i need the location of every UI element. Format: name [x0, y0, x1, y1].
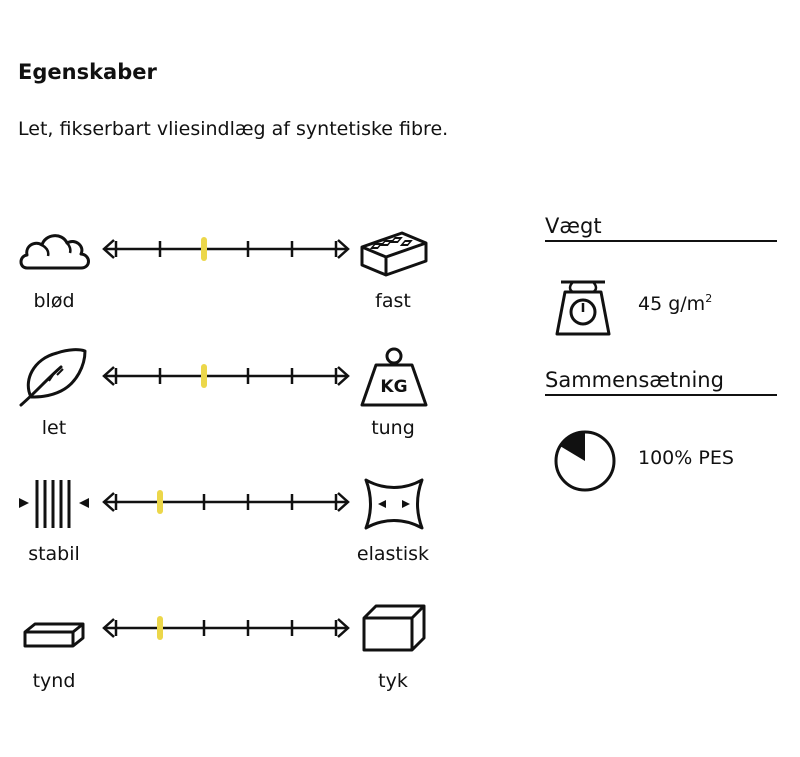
- label-stable: stabil: [28, 543, 80, 565]
- label-heavy: tung: [371, 417, 415, 439]
- scale-bar-soft-firm: [100, 234, 352, 264]
- pie-icon: [551, 427, 619, 495]
- scale-bar-light-heavy: [100, 361, 352, 391]
- label-firm: fast: [375, 290, 411, 312]
- scale-bar-thin-thick: [100, 613, 352, 643]
- label-elastic: elastisk: [356, 543, 430, 565]
- label-light: let: [41, 417, 67, 439]
- label-thick: tyk: [378, 670, 408, 692]
- label-thin: tynd: [32, 670, 76, 692]
- weight-heading: Vægt: [545, 214, 777, 242]
- scale-bar-stable-elastic: [100, 487, 352, 517]
- kg-weight-icon: [358, 345, 430, 409]
- stable-fabric-icon: [17, 476, 91, 532]
- feather-icon: [17, 345, 91, 409]
- svg-text:KG: KG: [380, 377, 408, 397]
- scale-icon: [551, 276, 615, 340]
- composition-heading: Sammensætning: [545, 368, 777, 396]
- elastic-fabric-icon: [362, 476, 426, 532]
- weight-value: 45 $g/m^2$: [638, 292, 713, 315]
- thin-block-icon: [21, 618, 87, 650]
- section-title: Egenskaber: [18, 60, 157, 84]
- label-soft: blød: [33, 290, 75, 312]
- brick-icon: [358, 225, 430, 277]
- description-text: Let, fikserbart vliesindlæg af syntetiske fibre.: [18, 118, 449, 140]
- composition-value: 100% PES: [638, 447, 734, 469]
- cloud-icon: [17, 228, 93, 274]
- thick-block-icon: [360, 602, 428, 654]
